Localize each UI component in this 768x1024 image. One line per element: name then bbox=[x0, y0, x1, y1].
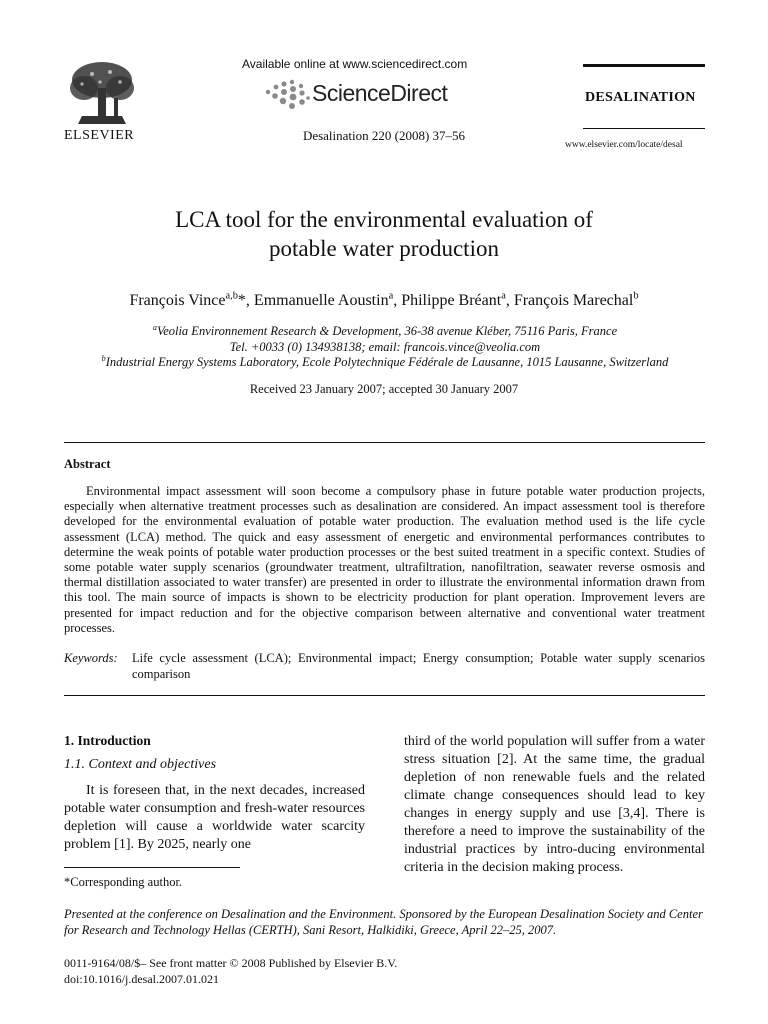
abstract-text: Environmental impact assessment will soon become a compulsory phase in future potable water production projects, especially when alternative treatment processes such as desalination are considered. An impact assessment tool is therefore developed for the environmental evaluation of potable water production. The evaluation method used is the life cycle assessment (LCA) method. The quick and easy assessment of energetic and environmental performances contributes to determine the weak points of potable water production processes or the best suited treatment in a specific context. Studies of some potable water supply scenarios (groundwater treatment, ultrafiltration, nanofiltration, seawater reverse osmosis and thermal distillation associated to water transfer) are presented in order to illustrate the environmental information drawn from this tool. The main source of impacts is shown to be electricity production for plant operation. Improvement levers are presented for impact reduction and for the objective comparison between alternative and conventional water treatment processes. bbox=[64, 484, 705, 635]
available-online-text: Available online at www.sciencedirect.com bbox=[242, 57, 468, 71]
abstract-bottom-rule bbox=[64, 695, 705, 696]
elsevier-wordmark: ELSEVIER bbox=[64, 128, 135, 143]
author-name: Philippe Bréant bbox=[401, 292, 502, 309]
affiliation-a-label: a bbox=[152, 322, 157, 332]
journal-badge-top-rule bbox=[583, 64, 705, 67]
author-name: François Vince bbox=[129, 292, 226, 309]
doi-line[interactable]: doi:10.1016/j.desal.2007.01.021 bbox=[64, 972, 219, 986]
author-name: Emmanuelle Aoustin bbox=[253, 292, 389, 309]
author-affil-sup: a,b bbox=[225, 290, 238, 302]
abstract-top-rule bbox=[64, 442, 705, 443]
abstract-heading: Abstract bbox=[64, 457, 111, 471]
title-line-2: potable water production bbox=[269, 236, 499, 261]
journal-reference: Desalination 220 (2008) 37–56 bbox=[302, 128, 466, 143]
author-affil-sup: a bbox=[388, 290, 394, 302]
journal-badge-title: DESALINATION bbox=[585, 90, 696, 105]
body-column-right: third of the world population will suffer from a water stress situation [2]. At the same time, the gradual depletion of non renewable fuels and the related climate change consequences should lead to key changes in energy supply and use [3,4]. There is therefore a need to improve the sustainability of the industrial practices by intro-ducing environmental criteria in the decision making process. bbox=[404, 734, 705, 875]
conference-note: Presented at the conference on Desalination and the Environment. Sponsored by the European Desalination Society and Center for Research and Technology Hellas (CERTH), Sani Resort, Halkidiki, Greece, April 22–25, 2007. bbox=[64, 907, 703, 937]
affiliation-b bbox=[64, 355, 706, 371]
author-list: François Vince$^{a,b}$*, Emmanuelle Aoustin$^a$, Philippe Bréant$^a$, François Marechal$^b$ bbox=[129, 290, 639, 309]
title-line-1: LCA tool for the environmental evaluation of bbox=[175, 207, 593, 232]
sciencedirect-dots-icon bbox=[262, 78, 312, 112]
author-affil-sup: a bbox=[501, 290, 506, 302]
sciencedirect-logo bbox=[262, 78, 492, 112]
footnote-rule bbox=[64, 867, 240, 868]
copyright-block bbox=[64, 955, 397, 987]
keywords-label: Keywords: bbox=[64, 651, 118, 665]
received-dates: Received 23 January 2007; accepted 30 January 2007 bbox=[249, 382, 519, 396]
corresponding-author-note: *Corresponding author. bbox=[64, 875, 183, 889]
author-affil-sup: b bbox=[633, 290, 639, 302]
affiliation-b-label: b bbox=[101, 353, 106, 363]
affiliation-b-text: Industrial Energy Systems Laboratory, Ecole Polytechnique Fédérale de Lausanne, 1015 Lausanne, Switzerland bbox=[105, 355, 669, 369]
affiliation-a bbox=[64, 324, 706, 340]
journal-badge-bottom-rule bbox=[583, 128, 705, 129]
article-title bbox=[0, 205, 768, 263]
copyright-line: 0011-9164/08/$– See front matter © 2008 Published by Elsevier B.V. bbox=[64, 956, 398, 970]
affiliation-a-contact: Tel. +0033 (0) 134938138; email: francois.vince@veolia.com bbox=[229, 339, 541, 354]
author-name: François Marechal bbox=[513, 292, 634, 309]
body-column-left: It is foreseen that, in the next decades, increased potable water consumption and fresh-water resources depletion will cause a worldwide water scarcity problem [1]. By 2025, nearly one bbox=[64, 783, 365, 852]
journal-url[interactable]: www.elsevier.com/locate/desal bbox=[565, 140, 683, 150]
elsevier-tree-icon bbox=[62, 58, 142, 128]
keywords-text: Life cycle assessment (LCA); Environmental impact; Energy consumption; Potable water supply scenarios comparison bbox=[132, 651, 705, 681]
affiliation-a-text: Veolia Environnement Research & Development, 36-38 avenue Kléber, 75116 Paris, France bbox=[156, 324, 618, 338]
section-heading: 1. Introduction bbox=[64, 733, 151, 748]
sciencedirect-wordmark: ScienceDirect bbox=[312, 80, 448, 106]
corresponding-mark: * bbox=[237, 292, 246, 309]
subsection-heading: 1.1. Context and objectives bbox=[64, 757, 217, 772]
